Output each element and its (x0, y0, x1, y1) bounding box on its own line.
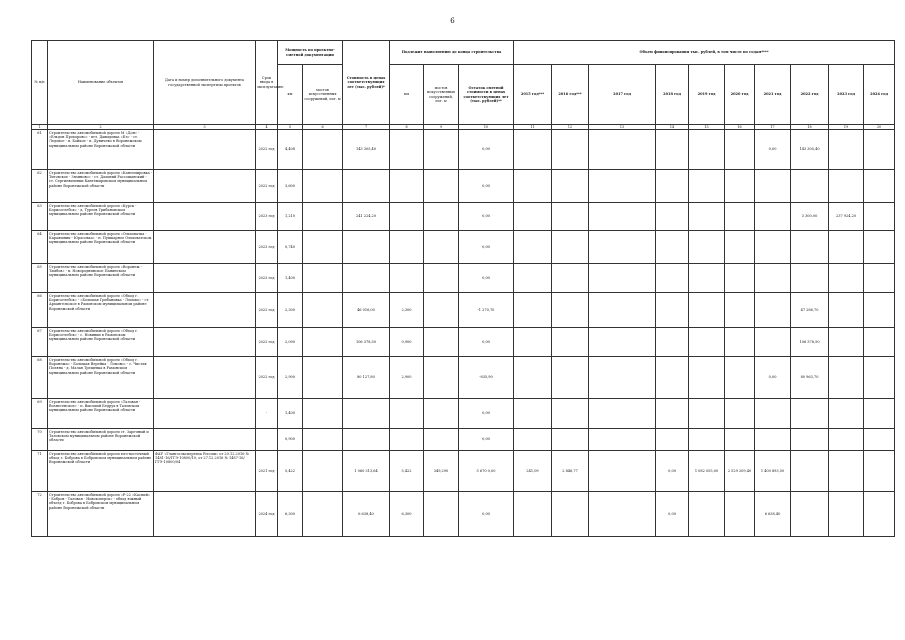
capacity-km: 4,408 (278, 130, 303, 170)
finance-2020 (725, 170, 755, 203)
page-number: 6 (450, 17, 455, 25)
finance-2015 (514, 170, 552, 203)
finance-2022 (791, 429, 829, 451)
column-number: 15 (689, 125, 725, 130)
finance-2022 (791, 492, 829, 537)
estimated-cost: 6 638,40 (343, 492, 390, 537)
finance-2015 (514, 429, 552, 451)
finance-2024 (864, 130, 895, 170)
capacity-km: 1,210 (278, 203, 303, 231)
capacity-bridges (303, 264, 343, 293)
capacity-bridges (303, 451, 343, 492)
header-done-bridges: мостов искусственных сооружений, пог. м (424, 65, 459, 125)
capacity-km: 6,300 (278, 492, 303, 537)
expertise-document: ФАУ «Главгосэкспертиза России» от 20.12.2016 № 1481-16/ГГЭ-10800/10, от 27.12.2016 № 1487-16/ГГЭ-10800/04 (154, 451, 256, 492)
finance-2021 (755, 429, 791, 451)
finance-2018 (656, 130, 689, 170)
finance-2019 (689, 293, 725, 328)
finance-2017 (589, 203, 656, 231)
finance-2022 (791, 231, 829, 264)
finance-2016 (552, 130, 589, 170)
object-name: Строительство автомобильной дороги «Таловая - Вознесенское» - п. Высокий Бедрух в Таловском муниципальном районе Воронежской области (48, 399, 154, 429)
finance-2022: 47 286,70 (791, 293, 829, 328)
remaining-cost: 0,00 (459, 399, 514, 429)
column-number: 11 (514, 125, 552, 130)
expertise-document (154, 328, 256, 357)
finance-2024 (864, 264, 895, 293)
finance-2019 (689, 429, 725, 451)
object-name: Строительство автомобильной дороги «Обход г. Борисоглебск» - «Большая Грибановка - Ломово» - ст. Архангельское в Рамонском муниципальном районе Воронежской области (48, 293, 154, 328)
finance-2021 (755, 264, 791, 293)
finance-2024 (864, 293, 895, 328)
header-done-km: км (390, 65, 424, 125)
table-body (32, 130, 895, 537)
finance-2019 (689, 203, 725, 231)
row-number: 65 (32, 264, 48, 293)
column-number: 12 (552, 125, 589, 130)
header-year-2024: 2024 год (864, 65, 895, 125)
table-header (32, 41, 895, 130)
finance-2020 (725, 264, 755, 293)
finance-2018 (656, 293, 689, 328)
header-year-2018: 2018 год (656, 65, 689, 125)
object-name: Строительство автомобильной дороги «Кантемировка - Титовское - Зязиново» - ст. Дальний Рассошанский - ст. Сергиевичевки Кантемировском муниципальном районе Воронежской области (48, 170, 154, 203)
commissioning-term: 2023 год (256, 203, 278, 231)
expertise-document (154, 429, 256, 451)
finance-2015 (514, 399, 552, 429)
expertise-document (154, 357, 256, 399)
capacity-bridges (303, 328, 343, 357)
finance-2016 (552, 492, 589, 537)
finance-2015 (514, 492, 552, 537)
header-year-2021: 2021 год (755, 65, 791, 125)
column-number: 1 (32, 125, 48, 130)
remaining-bridges (424, 170, 459, 203)
finance-2015: 241,09 (514, 451, 552, 492)
finance-2022: 143 305,40 (791, 130, 829, 170)
expertise-document (154, 231, 256, 264)
row-number: 67 (32, 328, 48, 357)
commissioning-term: 2023 год (256, 264, 278, 293)
estimated-cost (343, 231, 390, 264)
estimated-cost: 106 378,50 (343, 328, 390, 357)
remaining-km: 5,422 (390, 451, 424, 492)
finance-2024 (864, 170, 895, 203)
commissioning-term: 2022 год (256, 293, 278, 328)
column-number: 5 (278, 125, 303, 130)
finance-2017 (589, 130, 656, 170)
remaining-bridges (424, 357, 459, 399)
finance-2016 (552, 357, 589, 399)
remaining-cost: 0,00 (459, 328, 514, 357)
column-number: 10 (459, 125, 514, 130)
remaining-bridges (424, 203, 459, 231)
remaining-bridges (424, 231, 459, 264)
finance-2017 (589, 451, 656, 492)
finance-2015 (514, 203, 552, 231)
capacity-bridges (303, 170, 343, 203)
commissioning-term: 2022 год (256, 130, 278, 170)
expertise-document (154, 399, 256, 429)
finance-2023 (829, 328, 864, 357)
estimated-cost (343, 399, 390, 429)
capacity-bridges (303, 293, 343, 328)
finance-2021 (755, 170, 791, 203)
remaining-cost: 0,00 (459, 203, 514, 231)
column-number: 18 (791, 125, 829, 130)
finance-2016 (552, 231, 589, 264)
row-number: 72 (32, 492, 48, 537)
finance-2023: 237 924,20 (829, 203, 864, 231)
remaining-km: 2,300 (390, 293, 424, 328)
finance-2024 (864, 451, 895, 492)
header-year-2020: 2020 год (725, 65, 755, 125)
estimated-cost: 46 016,00 (343, 293, 390, 328)
column-number: 2 (48, 125, 154, 130)
finance-2019 (689, 264, 725, 293)
finance-2019: 1 082 055,00 (689, 451, 725, 492)
commissioning-term (256, 429, 278, 451)
table-row (32, 399, 895, 429)
expertise-document (154, 293, 256, 328)
remaining-cost: -835,90 (459, 357, 514, 399)
remaining-km (390, 429, 424, 451)
finance-2017 (589, 328, 656, 357)
finance-2017 (589, 429, 656, 451)
remaining-bridges (424, 264, 459, 293)
column-number: 13 (589, 125, 656, 130)
table-row (32, 492, 895, 537)
commissioning-term: 2021 год (256, 451, 278, 492)
finance-2020 (725, 399, 755, 429)
table-row (32, 130, 895, 170)
finance-2022: 3 300,00 (791, 203, 829, 231)
finance-2017 (589, 293, 656, 328)
finance-2023 (829, 293, 864, 328)
finance-2020 (725, 492, 755, 537)
finance-2019 (689, 492, 725, 537)
finance-2019 (689, 328, 725, 357)
finance-2022 (791, 170, 829, 203)
column-number: 9 (424, 125, 459, 130)
estimated-cost (343, 264, 390, 293)
header-km: км (278, 65, 303, 125)
finance-2023 (829, 492, 864, 537)
expertise-document (154, 492, 256, 537)
finance-2016 (552, 429, 589, 451)
finance-2021 (755, 399, 791, 429)
remaining-cost: -1 270,70 (459, 293, 514, 328)
finance-2022: 106 378,50 (791, 328, 829, 357)
finance-2018 (656, 429, 689, 451)
row-number: 64 (32, 231, 48, 264)
table-row (32, 328, 895, 357)
object-name: Строительство автомобильной дороги «Обход г. Борисоглебск» - с. Новинки в Рамонском муниципальном районе Воронежской области (48, 328, 154, 357)
finance-2023 (829, 231, 864, 264)
finance-2018: 0,00 (656, 451, 689, 492)
finance-2019 (689, 231, 725, 264)
row-number: 71 (32, 451, 48, 492)
finance-2019 (689, 130, 725, 170)
column-number: 16 (725, 125, 755, 130)
expertise-document (154, 130, 256, 170)
header-year-2017: 2017 год (589, 65, 656, 125)
finance-2023 (829, 264, 864, 293)
finance-2024 (864, 492, 895, 537)
estimated-cost: 1 060 313,64 (343, 451, 390, 492)
header-year-2015: 2015 год*** (514, 65, 552, 125)
finance-2023 (829, 130, 864, 170)
commissioning-term: 2022 год (256, 328, 278, 357)
estimated-cost: 143 305,40 (343, 130, 390, 170)
table-row (32, 429, 895, 451)
table-row (32, 203, 895, 231)
finance-2023 (829, 429, 864, 451)
remaining-km (390, 130, 424, 170)
remaining-km (390, 264, 424, 293)
table-row (32, 170, 895, 203)
column-number: 6 (303, 125, 343, 130)
capacity-bridges (303, 203, 343, 231)
header-remaining: Остаток сметной стоимости в ценах соответствующих лет (тыс. рублей)** (459, 65, 514, 125)
finance-2018 (656, 170, 689, 203)
finance-2023 (829, 451, 864, 492)
finance-2017 (589, 170, 656, 203)
commissioning-term: 2024 год (256, 492, 278, 537)
finance-2022 (791, 399, 829, 429)
row-number: 66 (32, 293, 48, 328)
remaining-cost: 5 670 0,00 (459, 451, 514, 492)
finance-2024 (864, 328, 895, 357)
finance-2018 (656, 203, 689, 231)
table-row (32, 293, 895, 328)
object-name: Строительство автомобильной дороги «Р-22 «Каспий» - Бобров - Таловая - Новохоперск» - обход южный объезд г. Боброва в Бобровском муниципальном районе Воронежской области (48, 492, 154, 537)
commissioning-term: 2022 год (256, 170, 278, 203)
remaining-km: 0,900 (390, 328, 424, 357)
capacity-bridges (303, 357, 343, 399)
capacity-bridges (303, 492, 343, 537)
remaining-bridges (424, 399, 459, 429)
capacity-km: 0,900 (278, 429, 303, 451)
remaining-bridges: 349,290 (424, 451, 459, 492)
finance-2015 (514, 231, 552, 264)
finance-2016 (552, 293, 589, 328)
finance-2017 (589, 492, 656, 537)
table-row (32, 264, 895, 293)
table-row (32, 231, 895, 264)
investment-program-table (31, 40, 895, 537)
capacity-bridges (303, 429, 343, 451)
column-number: 19 (829, 125, 864, 130)
header-cost: Стоимость в ценах соответствующих лет (тыс. рублей)* (343, 41, 390, 125)
table-row (32, 451, 895, 492)
remaining-cost: 0,00 (459, 492, 514, 537)
commissioning-term: - (256, 399, 278, 429)
finance-2015 (514, 264, 552, 293)
finance-2019 (689, 170, 725, 203)
remaining-bridges (424, 328, 459, 357)
remaining-bridges (424, 492, 459, 537)
finance-2020 (725, 429, 755, 451)
finance-2016 (552, 203, 589, 231)
finance-2020 (725, 203, 755, 231)
finance-2018 (656, 357, 689, 399)
finance-2015 (514, 328, 552, 357)
object-name: Строительство автомобильной дороги «Обход г. Воронежа» - Большая Верейка - Ломово» - с. Чистая Поляна - д. Малая Трещевка в Рамонском муниципальном районе Воронежской области (48, 357, 154, 399)
finance-2015 (514, 293, 552, 328)
capacity-km: 1,400 (278, 264, 303, 293)
finance-2020 (725, 231, 755, 264)
header-done-group: Подлежит выполнению до конца строительства (390, 41, 514, 65)
header-year-2022: 2022 год (791, 65, 829, 125)
finance-2017 (589, 231, 656, 264)
object-name: Строительство автомобильной дороги «Ольховатка - Караяшник - Юрасовка» - п. Пушкарное Ольховатском муниципальном районе Воронежской области (48, 231, 154, 264)
header-capacity-group: Мощность по проектно-сметной документации (278, 41, 343, 65)
finance-2020: 2 529 209,40 (725, 451, 755, 492)
finance-2016: 2 846,77 (552, 451, 589, 492)
row-number: 70 (32, 429, 48, 451)
finance-2016 (552, 399, 589, 429)
commissioning-term: 2023 год (256, 231, 278, 264)
finance-2022 (791, 451, 829, 492)
column-number: 4 (256, 125, 278, 130)
row-number: 61 (32, 130, 48, 170)
capacity-km: 1,400 (278, 399, 303, 429)
finance-2024 (864, 203, 895, 231)
finance-2018: 0,00 (656, 492, 689, 537)
header-num: № п/п (32, 41, 48, 125)
finance-2021: 0,00 (755, 130, 791, 170)
header-year-2019: 2019 год (689, 65, 725, 125)
finance-2016 (552, 170, 589, 203)
object-name: Строительство автомобильной дороги «Воронеж - Тамбов» - п. Новороднинское Панинском муниципальном районе Воронежской области (48, 264, 154, 293)
header-year-2023: 2023 год (829, 65, 864, 125)
finance-2021 (755, 231, 791, 264)
column-number: 3 (154, 125, 256, 130)
remaining-km: 2,900 (390, 357, 424, 399)
capacity-bridges (303, 231, 343, 264)
finance-2021 (755, 328, 791, 357)
finance-2017 (589, 357, 656, 399)
capacity-km: 2,300 (278, 293, 303, 328)
header-term: Срок ввода в эксплуатацию (256, 41, 278, 125)
finance-2018 (656, 328, 689, 357)
remaining-bridges (424, 130, 459, 170)
remaining-cost: 0,00 (459, 231, 514, 264)
finance-2020 (725, 328, 755, 357)
estimated-cost (343, 429, 390, 451)
finance-2023 (829, 357, 864, 399)
finance-2020 (725, 130, 755, 170)
row-number: 69 (32, 399, 48, 429)
finance-2017 (589, 399, 656, 429)
remaining-bridges (424, 429, 459, 451)
finance-2021 (755, 203, 791, 231)
object-name: Строительство автомобильной дороги М «Дон» - «Ельдон Прохорово» - пгт. Давыдовка «Ел» - ст. Ледовое - п. Бойкое - п. Дуничево в Воронежском муниципальном районе Воронежской области (48, 130, 154, 170)
finance-2020 (725, 293, 755, 328)
finance-2022 (791, 264, 829, 293)
capacity-bridges (303, 130, 343, 170)
finance-2024 (864, 231, 895, 264)
finance-2016 (552, 328, 589, 357)
finance-2015 (514, 357, 552, 399)
remaining-km (390, 399, 424, 429)
capacity-km: 2,900 (278, 357, 303, 399)
finance-2016 (552, 264, 589, 293)
finance-2018 (656, 264, 689, 293)
column-number: 14 (656, 125, 689, 130)
header-order: Дата и номер дополнительного документа государственной экспертизы проектов (154, 41, 256, 125)
finance-2021: 0,00 (755, 357, 791, 399)
column-number: 8 (390, 125, 424, 130)
object-name: Строительство автомобильной дороги юго-восточный обход г. Боброва в Бобровском муниципальном районе Воронежской области (48, 451, 154, 492)
remaining-bridges (424, 293, 459, 328)
row-number: 62 (32, 170, 48, 203)
header-finance-group: Объем финансирования тыс. рублей, в том числе по годам**** (514, 41, 895, 65)
expertise-document (154, 203, 256, 231)
finance-2024 (864, 357, 895, 399)
finance-2024 (864, 399, 895, 429)
finance-2015 (514, 130, 552, 170)
object-name: Строительство автомобильной дороги ст. Заречный и Таловском муниципальном районе Воронежской области (48, 429, 154, 451)
finance-2023 (829, 170, 864, 203)
expertise-document (154, 170, 256, 203)
finance-2017 (589, 264, 656, 293)
column-number: 20 (864, 125, 895, 130)
finance-2024 (864, 429, 895, 451)
capacity-km: 3,600 (278, 170, 303, 203)
remaining-cost: 0,00 (459, 264, 514, 293)
header-year-2016: 2016 год*** (552, 65, 589, 125)
header-bridges: мостов искусственных сооружений, пог. м (303, 65, 343, 125)
remaining-cost: 0,00 (459, 170, 514, 203)
commissioning-term: 2022 год (256, 357, 278, 399)
finance-2023 (829, 399, 864, 429)
object-name: Строительство автомобильной дороги «Курск - Борисоглебск» - д. Туреев Грибановском муниципальном районе Воронежской области (48, 203, 154, 231)
finance-2021 (755, 293, 791, 328)
row-number: 68 (32, 357, 48, 399)
remaining-km (390, 231, 424, 264)
finance-2020 (725, 357, 755, 399)
row-number: 63 (32, 203, 48, 231)
finance-2018 (656, 399, 689, 429)
remaining-km (390, 203, 424, 231)
header-name: Наименование объектов (48, 41, 154, 125)
column-number: 17 (755, 125, 791, 130)
finance-2022: 80 963,70 (791, 357, 829, 399)
capacity-bridges (303, 399, 343, 429)
finance-2018 (656, 231, 689, 264)
estimated-cost: 241 224,20 (343, 203, 390, 231)
estimated-cost (343, 170, 390, 203)
finance-2021: 6 638,40 (755, 492, 791, 537)
column-number: 7 (343, 125, 390, 130)
finance-2021: 1 400 893,50 (755, 451, 791, 492)
capacity-km: 5,422 (278, 451, 303, 492)
remaining-cost: 0,00 (459, 130, 514, 170)
finance-2019 (689, 357, 725, 399)
capacity-km: 2,090 (278, 328, 303, 357)
expertise-document (154, 264, 256, 293)
remaining-cost: 0,00 (459, 429, 514, 451)
capacity-km: 0,740 (278, 231, 303, 264)
finance-2019 (689, 399, 725, 429)
remaining-km: 6,300 (390, 492, 424, 537)
table-row (32, 357, 895, 399)
remaining-km (390, 170, 424, 203)
estimated-cost: 80 127,80 (343, 357, 390, 399)
